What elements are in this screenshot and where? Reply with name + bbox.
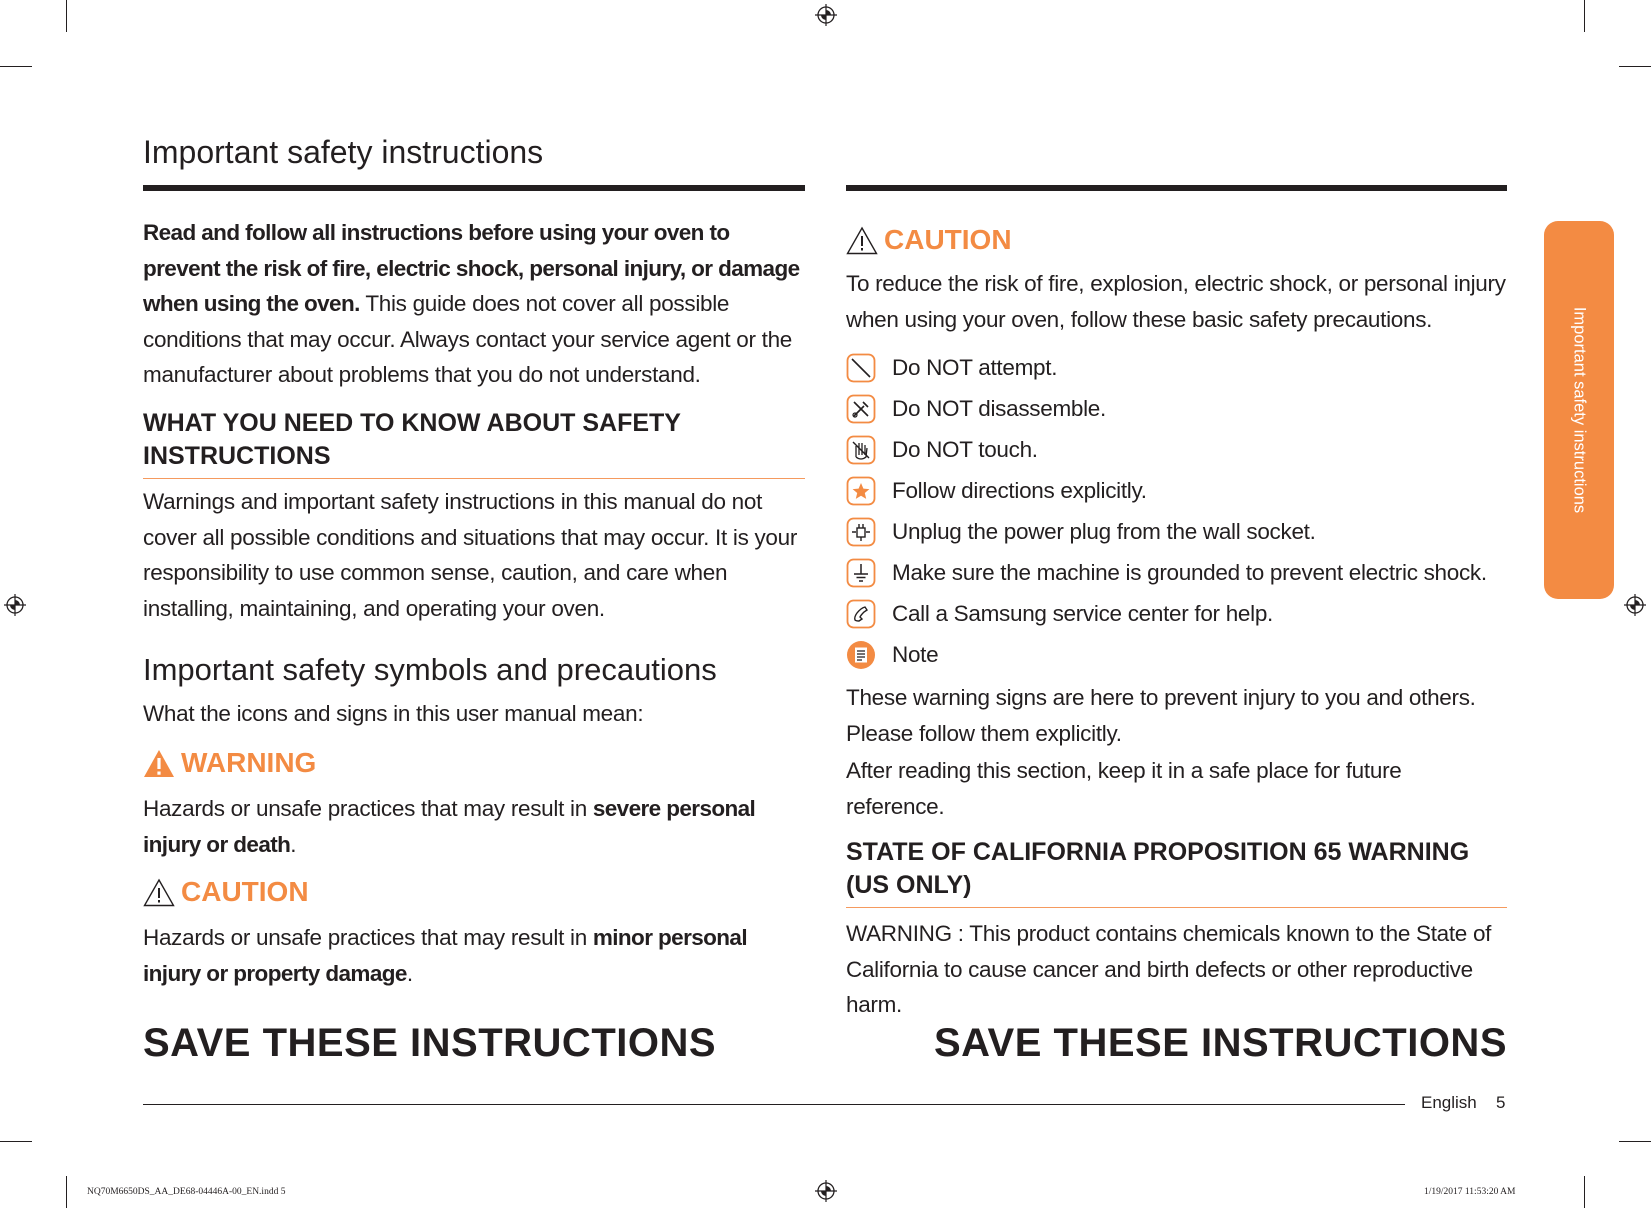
symbol-label: Do NOT attempt. bbox=[892, 354, 1058, 380]
warning-label-row bbox=[143, 747, 316, 779]
symbol-row-no-disassemble bbox=[846, 388, 1506, 429]
section-divider bbox=[846, 907, 1507, 908]
need-to-know-text: Warnings and important safety instructions in this manual do not cover all possible conditions and situations that may occur. It is your responsibility to use common sense, caution, and care when installing, maintaining, and operating your oven. bbox=[143, 489, 798, 621]
header-rule-left bbox=[143, 185, 805, 191]
prohibit-icon bbox=[846, 353, 876, 383]
symbol-label: Follow directions explicitly. bbox=[892, 477, 1147, 503]
note-icon bbox=[846, 640, 876, 670]
warning-label: WARNING bbox=[181, 747, 317, 778]
crop-mark bbox=[66, 1176, 67, 1208]
unplug-icon bbox=[846, 517, 876, 547]
symbol-list bbox=[846, 347, 1506, 675]
prop65-text: WARNING : This product contains chemicals known to the State of California to cause cancer and birth defects or other reproductive harm. bbox=[846, 921, 1492, 1017]
symbol-label: Make sure the machine is grounded to prevent electric shock. bbox=[892, 559, 1487, 585]
warning-text-part: Hazards or unsafe practices that may result in bbox=[143, 796, 593, 821]
save-instructions-left: SAVE THESE INSTRUCTIONS bbox=[143, 1021, 717, 1065]
page-title: Important safety instructions bbox=[143, 134, 544, 170]
no-touch-icon bbox=[846, 435, 876, 465]
warning-bold-text: severe personal injury or death bbox=[143, 796, 756, 857]
caution-label: CAUTION bbox=[181, 876, 309, 907]
follow-directions-icon bbox=[846, 476, 876, 506]
intro-paragraph bbox=[143, 215, 803, 393]
intro-text: This guide does not cover all possible conditions that may occur. Always contact your service agent or the manufacturer about problems that you do not understand. bbox=[143, 291, 792, 387]
crop-mark bbox=[1619, 66, 1651, 67]
symbol-label: Do NOT disassemble. bbox=[892, 395, 1106, 421]
caution-bold-text: minor personal injury or property damage bbox=[143, 925, 747, 986]
caution-triangle-icon bbox=[143, 878, 175, 907]
symbol-label: Unplug the power plug from the wall socket. bbox=[892, 518, 1316, 544]
caution-right-text: To reduce the risk of fire, explosion, electric shock, or personal injury when using your oven, follow these basic safety precautions. bbox=[846, 271, 1506, 332]
symbol-row-no-touch bbox=[846, 429, 1506, 470]
warning-triangle-icon bbox=[143, 749, 175, 778]
symbols-section-heading: Important safety symbols and precautions bbox=[143, 652, 717, 687]
crop-mark bbox=[0, 66, 32, 67]
symbol-row-follow-directions bbox=[846, 470, 1506, 511]
page-number: 5 bbox=[1496, 1093, 1506, 1112]
caution-text-part: Hazards or unsafe practices that may result in bbox=[143, 925, 593, 950]
caution-label-row bbox=[143, 876, 309, 908]
caution-text-end: . bbox=[406, 960, 413, 986]
symbol-label: Note bbox=[892, 641, 939, 667]
registration-mark-icon bbox=[4, 594, 26, 616]
crop-mark bbox=[0, 1141, 32, 1142]
print-slug-timestamp: 1/19/2017 11:53:20 AM bbox=[1424, 1187, 1516, 1197]
section-divider bbox=[143, 478, 805, 479]
caution-right-label: CAUTION bbox=[884, 224, 1012, 255]
signs-note-text-1: These warning signs are here to prevent injury to you and others. Please follow them explicitly. bbox=[846, 685, 1476, 746]
save-instructions-right: SAVE THESE INSTRUCTIONS bbox=[933, 1021, 1507, 1065]
symbols-section-subtitle: What the icons and signs in this user manual mean: bbox=[143, 701, 644, 726]
header-rule-right bbox=[846, 185, 1507, 191]
caution-right-label-row bbox=[846, 224, 1012, 256]
caution-text bbox=[143, 920, 803, 991]
side-tab-label: Important safety instructions bbox=[1570, 306, 1589, 514]
symbol-row-note bbox=[846, 634, 1506, 675]
print-slug-file: NQ70M6650DS_AA_DE68-04446A-00_EN.indd 5 bbox=[87, 1187, 286, 1197]
symbol-row-ground bbox=[846, 552, 1506, 593]
no-disassemble-icon bbox=[846, 394, 876, 424]
footer-rule bbox=[143, 1104, 1405, 1105]
need-to-know-heading: WHAT YOU NEED TO KNOW ABOUT SAFETY INSTRUCTIONS bbox=[143, 409, 681, 470]
warning-text bbox=[143, 791, 803, 862]
registration-mark-icon bbox=[815, 1180, 837, 1202]
caution-triangle-icon bbox=[846, 226, 878, 255]
crop-mark bbox=[1584, 1176, 1585, 1208]
crop-mark bbox=[1619, 1141, 1651, 1142]
registration-mark-icon bbox=[1624, 594, 1646, 616]
symbol-label: Call a Samsung service center for help. bbox=[892, 600, 1273, 626]
footer-language: English bbox=[1421, 1093, 1477, 1112]
warning-text-end: . bbox=[290, 831, 297, 857]
crop-mark bbox=[66, 0, 67, 32]
symbol-row-prohibit bbox=[846, 347, 1506, 388]
signs-note-text-2: After reading this section, keep it in a safe place for future reference. bbox=[846, 758, 1402, 819]
prop65-heading: STATE OF CALIFORNIA PROPOSITION 65 WARNING (US ONLY) bbox=[846, 838, 1470, 899]
symbol-row-phone bbox=[846, 593, 1506, 634]
intro-bold-text: Read and follow all instructions before using your oven to prevent the risk of fire, electric shock, personal injury, or damage when using the oven. bbox=[143, 220, 800, 316]
phone-icon bbox=[846, 599, 876, 629]
crop-mark bbox=[1584, 0, 1585, 32]
registration-mark-icon bbox=[815, 4, 837, 26]
symbol-label: Do NOT touch. bbox=[892, 436, 1038, 462]
symbol-row-unplug bbox=[846, 511, 1506, 552]
ground-icon bbox=[846, 558, 876, 588]
